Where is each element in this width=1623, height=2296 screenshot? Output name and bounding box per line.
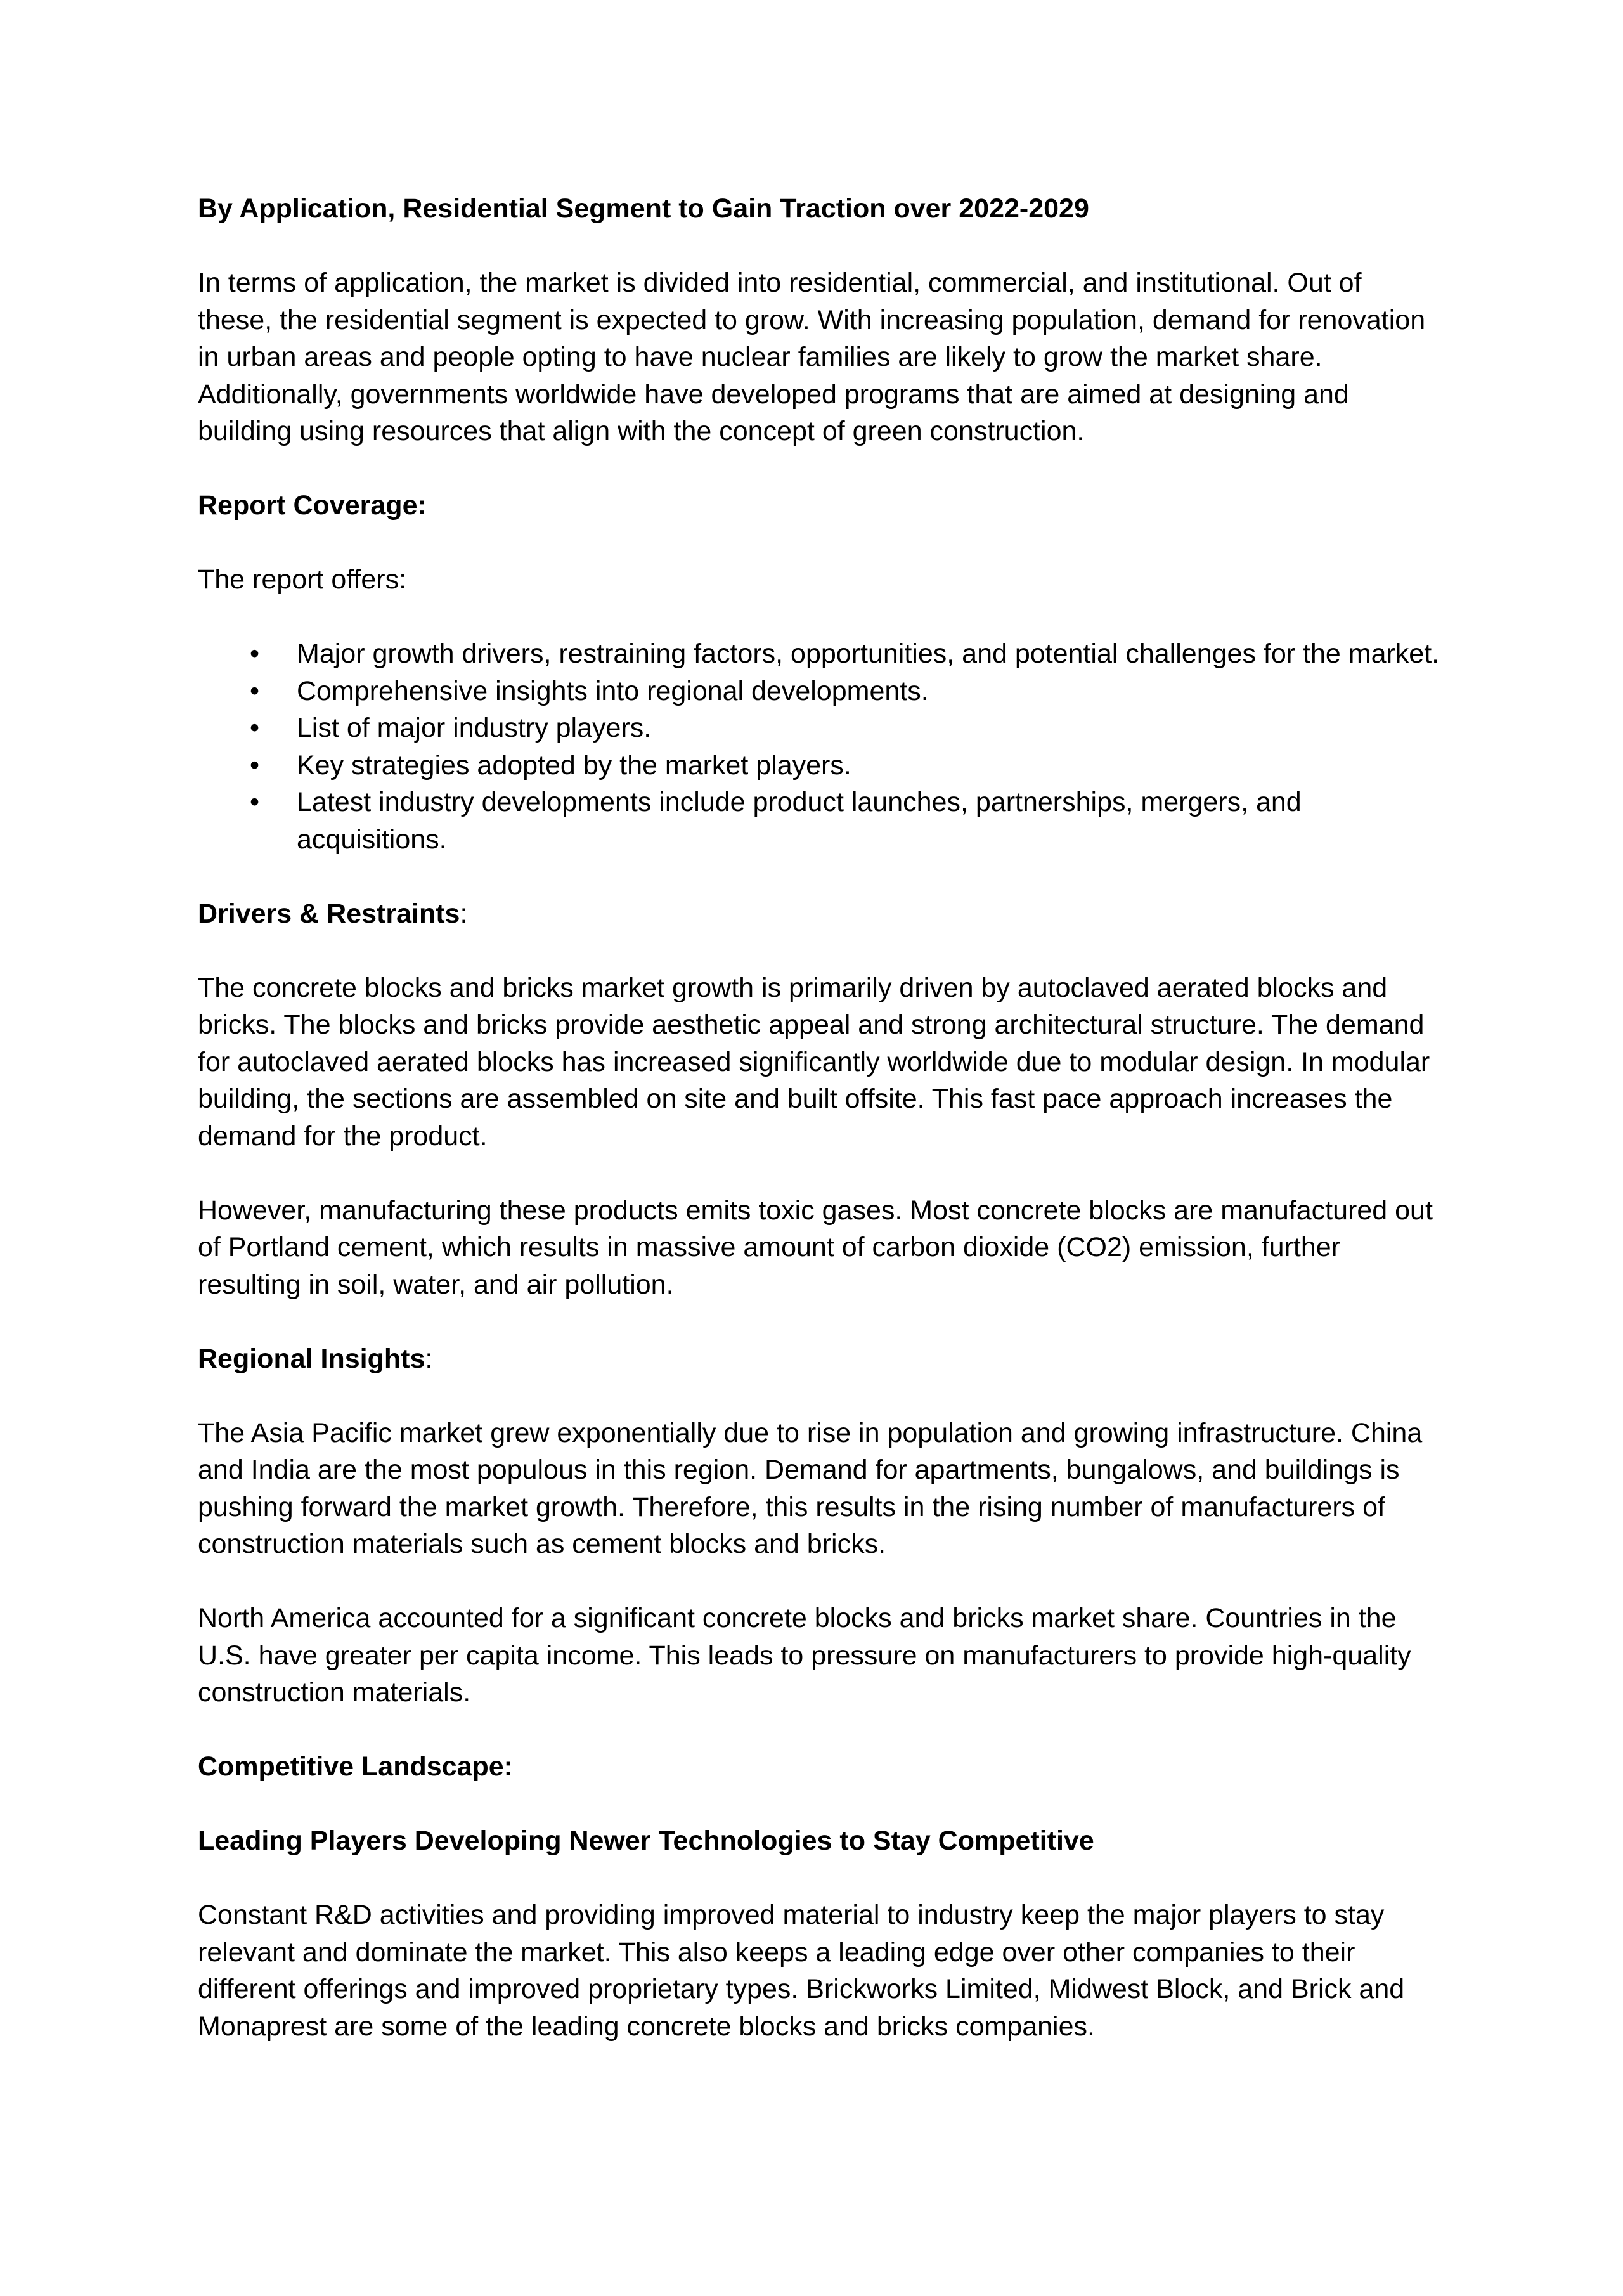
heading-regional-text: Regional Insights — [198, 1343, 425, 1374]
list-item-text: Key strategies adopted by the market players. — [297, 749, 851, 781]
list-item-text: List of major industry players. — [297, 713, 652, 743]
paragraph-drivers-1: The concrete blocks and bricks market growth is primarily driven by autoclaved aerated blocks and bricks. The blocks and bricks provide aesthetic appeal and strong architectural structure. The demand for autoclaved aerated blocks has increased significantly worldwide due to modular design. In modular building, the sections are assembled on site and built offsite. This fast pace approach increases the demand for the product. — [198, 972, 1430, 1151]
report-offers-intro: The report offers: — [198, 564, 407, 595]
heading-report-coverage: Report Coverage: — [198, 490, 427, 521]
list-item-text: Comprehensive insights into regional developments. — [297, 675, 929, 706]
paragraph-regional-2: North America accounted for a significant concrete blocks and bricks market share. Countries in the U.S. have greater per capita income. This leads to pressure on manufacturers to provide high-quality construction materials. — [198, 1603, 1411, 1708]
heading-regional-insights — [198, 1340, 1440, 1378]
report-offers-list — [198, 635, 1440, 858]
list-item — [198, 784, 1440, 858]
heading-leading-players: Leading Players Developing Newer Technologies to Stay Competitive — [198, 1826, 1094, 1856]
bullet-icon: • — [250, 787, 260, 817]
heading-competitive-landscape: Competitive Landscape: — [198, 1751, 513, 1782]
heading-application: By Application, Residential Segment to Gain Traction over 2022-2029 — [198, 193, 1089, 224]
heading-regional-colon: : — [425, 1343, 433, 1374]
list-item-text: Major growth drivers, restraining factors, opportunities, and potential challenges for the market. — [297, 639, 1440, 669]
paragraph-application: In terms of application, the market is divided into residential, commercial, and institutional. Out of these, the residential segment is expected to grow. With increasing population, demand for renovation in urban areas and people opting to have nuclear families are likely to grow the market share. Additionally, governments worldwide have developed programs that are aimed at designing and building using resources that align with the concept of green construction. — [198, 268, 1426, 446]
list-item — [198, 747, 1440, 784]
document-page — [198, 190, 1440, 2082]
bullet-icon: • — [250, 749, 260, 781]
paragraph-regional-1: The Asia Pacific market grew exponentially due to rise in population and growing infrastructure. China and India are the most populous in this region. Demand for apartments, bungalows, and buildings is pushing forward the market growth. Therefore, this results in the rising number of manufacturers of construction materials such as cement blocks and bricks. — [198, 1417, 1423, 1559]
heading-drivers-colon: : — [460, 898, 468, 929]
bullet-icon: • — [250, 713, 260, 743]
paragraph-drivers-2: However, manufacturing these products emits toxic gases. Most concrete blocks are manufactured out of Portland cement, which results in massive amount of carbon dioxide (CO2) emission, further resulting in soil, water, and air pollution. — [198, 1195, 1433, 1300]
list-item — [198, 673, 1440, 710]
bullet-icon: • — [250, 639, 260, 669]
heading-drivers-restraints — [198, 895, 1440, 933]
list-item-text: Latest industry developments include product launches, partnerships, mergers, and acquisitions. — [297, 787, 1302, 855]
heading-drivers-text: Drivers & Restraints — [198, 898, 460, 929]
list-item — [198, 710, 1440, 747]
bullet-icon: • — [250, 675, 260, 706]
paragraph-competitive: Constant R&D activities and providing improved material to industry keep the major players to stay relevant and dominate the market. This also keeps a leading edge over other companies to their different offerings and improved proprietary types. Brickworks Limited, Midwest Block, and Brick and Monaprest are some of the leading concrete blocks and bricks companies. — [198, 1900, 1405, 2042]
list-item — [198, 635, 1440, 673]
